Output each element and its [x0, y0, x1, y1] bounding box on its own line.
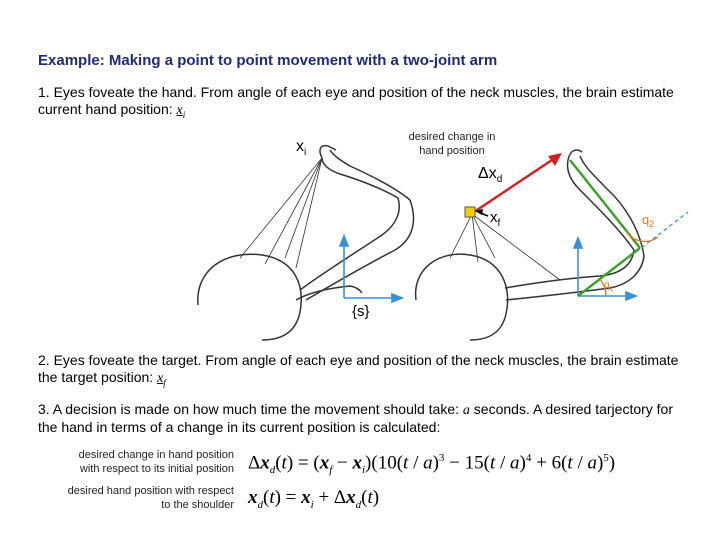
step-1-body: 1. Eyes foveate the hand. From angle of each eye and position of the neck muscles, the brain estimate current hand position: [38, 84, 674, 117]
label-xi: $x_i$ [296, 138, 307, 158]
gaze-line [265, 158, 322, 264]
right-hand [568, 150, 582, 160]
label-dxd: $\Delta x_d$ [478, 165, 503, 185]
gaze-line [472, 214, 560, 280]
right-figure [416, 150, 644, 340]
q2-arc [626, 231, 658, 241]
step-3-body-b: seconds. A desired tarjectory for the hand in terms of a change in its current position is calculated: [38, 401, 674, 435]
right-head [416, 254, 508, 340]
step-3-variable: a [462, 403, 470, 418]
desired-change-arrowhead [548, 153, 562, 166]
gaze-line [450, 214, 472, 258]
left-upper-arm [300, 198, 399, 290]
position-equation: $x_d(t) = x_i + \Delta x_d(t)$ [248, 487, 380, 511]
step-2-variable: $x_f$ [157, 371, 166, 388]
step-2-text [38, 352, 688, 392]
arm-diagram [160, 130, 700, 342]
gaze-line [285, 158, 322, 258]
label-q1: $q_1$ [604, 280, 614, 293]
left-head [198, 254, 301, 340]
right-forearm [568, 160, 635, 250]
desired-change-caption: desired change in hand position [408, 131, 496, 157]
left-hand [320, 146, 336, 158]
position-caption: desired hand position with respect to the shoulder [67, 485, 234, 511]
label-q2: $q_2$ [642, 212, 655, 229]
trajectory-equation: $\Delta x_d(t) = (x_f - x_i)(10(t / a)^3 - 15(t / a)^4 + 6(t / a)^5)$ [248, 452, 616, 477]
step-2-body: 2. Eyes foveate the target. From angle of each eye and position of the neck muscles, the brain estimate the target position: [38, 352, 679, 385]
left-forearm [322, 158, 398, 198]
arm-links [570, 160, 640, 296]
step-1-text [38, 84, 688, 124]
left-figure [198, 146, 414, 340]
slide-title: Example: Making a point to point movement with a two-joint arm [38, 52, 498, 69]
gaze-line [296, 158, 322, 268]
step-3-text [38, 401, 688, 436]
step-1-variable: $x_i$ [176, 103, 186, 120]
left-axes [340, 236, 402, 302]
label-frame-s: {s} [352, 303, 370, 320]
label-xf: $x_f$ [490, 209, 501, 229]
gaze-line [240, 158, 322, 258]
step-3-body-a: 3. A decision is made on how much time the movement should take: [38, 401, 463, 417]
target-marker [465, 207, 475, 217]
trajectory-caption: desired change in hand position with respect to its initial position [78, 449, 234, 475]
